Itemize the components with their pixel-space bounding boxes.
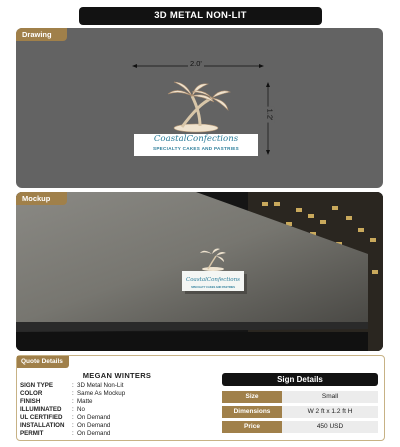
spec-row xyxy=(20,382,125,390)
spec-value: On Demand xyxy=(77,430,111,437)
detail-row-price xyxy=(222,421,378,433)
logo-plate xyxy=(134,134,258,156)
drawing-logo xyxy=(130,78,260,156)
detail-value: 450 USD xyxy=(282,421,378,433)
quote-tag: Quote Details xyxy=(17,356,69,368)
spec-separator: : xyxy=(72,398,74,405)
drawing-panel xyxy=(16,28,383,188)
spec-separator: : xyxy=(72,430,74,437)
spec-key: UL CERTIFIED xyxy=(20,414,63,421)
spec-separator: : xyxy=(72,422,74,429)
spec-row xyxy=(20,390,125,398)
spec-value: No xyxy=(77,406,85,413)
detail-value: W 2 ft x 1.2 ft H xyxy=(282,406,378,418)
spec-value: On Demand xyxy=(77,422,111,429)
spec-value: 3D Metal Non-Lit xyxy=(77,382,124,389)
detail-row-size xyxy=(222,391,378,403)
logo-name: CoastalConfections xyxy=(153,134,239,144)
detail-key: Size xyxy=(222,391,282,403)
spec-row xyxy=(20,406,125,414)
spec-separator: : xyxy=(72,414,74,421)
spec-key: FINISH xyxy=(20,398,41,405)
spec-key: SIGN TYPE xyxy=(20,382,54,389)
spec-value: On Demand xyxy=(77,414,111,421)
spec-key: ILLUMINATED xyxy=(20,406,62,413)
drawing-tag: Drawing xyxy=(16,28,67,41)
page-title: 3D METAL NON-LIT xyxy=(79,7,322,25)
spec-row xyxy=(20,398,125,406)
spec-row xyxy=(20,414,125,422)
mockup-tag: Mockup xyxy=(16,192,67,205)
mockup-panel xyxy=(16,192,383,351)
spec-key: INSTALLATION xyxy=(20,422,65,429)
client-name: MEGAN WINTERS xyxy=(82,371,152,380)
width-label: 2.0' xyxy=(190,59,202,68)
spec-row xyxy=(20,422,125,430)
mockup-logo-tagline: SPECIALTY CAKES AND PASTRIES xyxy=(191,286,235,289)
spec-key: COLOR xyxy=(20,390,43,397)
detail-row-dimensions xyxy=(222,406,378,418)
spec-list xyxy=(20,382,125,438)
spec-value: Matte xyxy=(77,398,93,405)
logo-tagline: SPECIALTY CAKES AND PASTRIES xyxy=(152,146,240,151)
spec-separator: : xyxy=(72,382,74,389)
mockup-logo-name: CoastalConfections xyxy=(186,277,240,283)
spec-separator: : xyxy=(72,390,74,397)
spec-row xyxy=(20,430,125,438)
detail-key: Price xyxy=(222,421,282,433)
spec-value: Same As Mockup xyxy=(77,390,126,397)
palm-island-icon xyxy=(130,78,260,134)
mockup-scene xyxy=(16,192,383,351)
sign-details-header: Sign Details xyxy=(222,373,378,386)
detail-value: Small xyxy=(282,391,378,403)
spec-key: PERMIT xyxy=(20,430,44,437)
spec-separator: : xyxy=(72,406,74,413)
quote-details xyxy=(16,355,385,441)
detail-key: Dimensions xyxy=(222,406,282,418)
height-label: 1.2' xyxy=(265,108,275,121)
